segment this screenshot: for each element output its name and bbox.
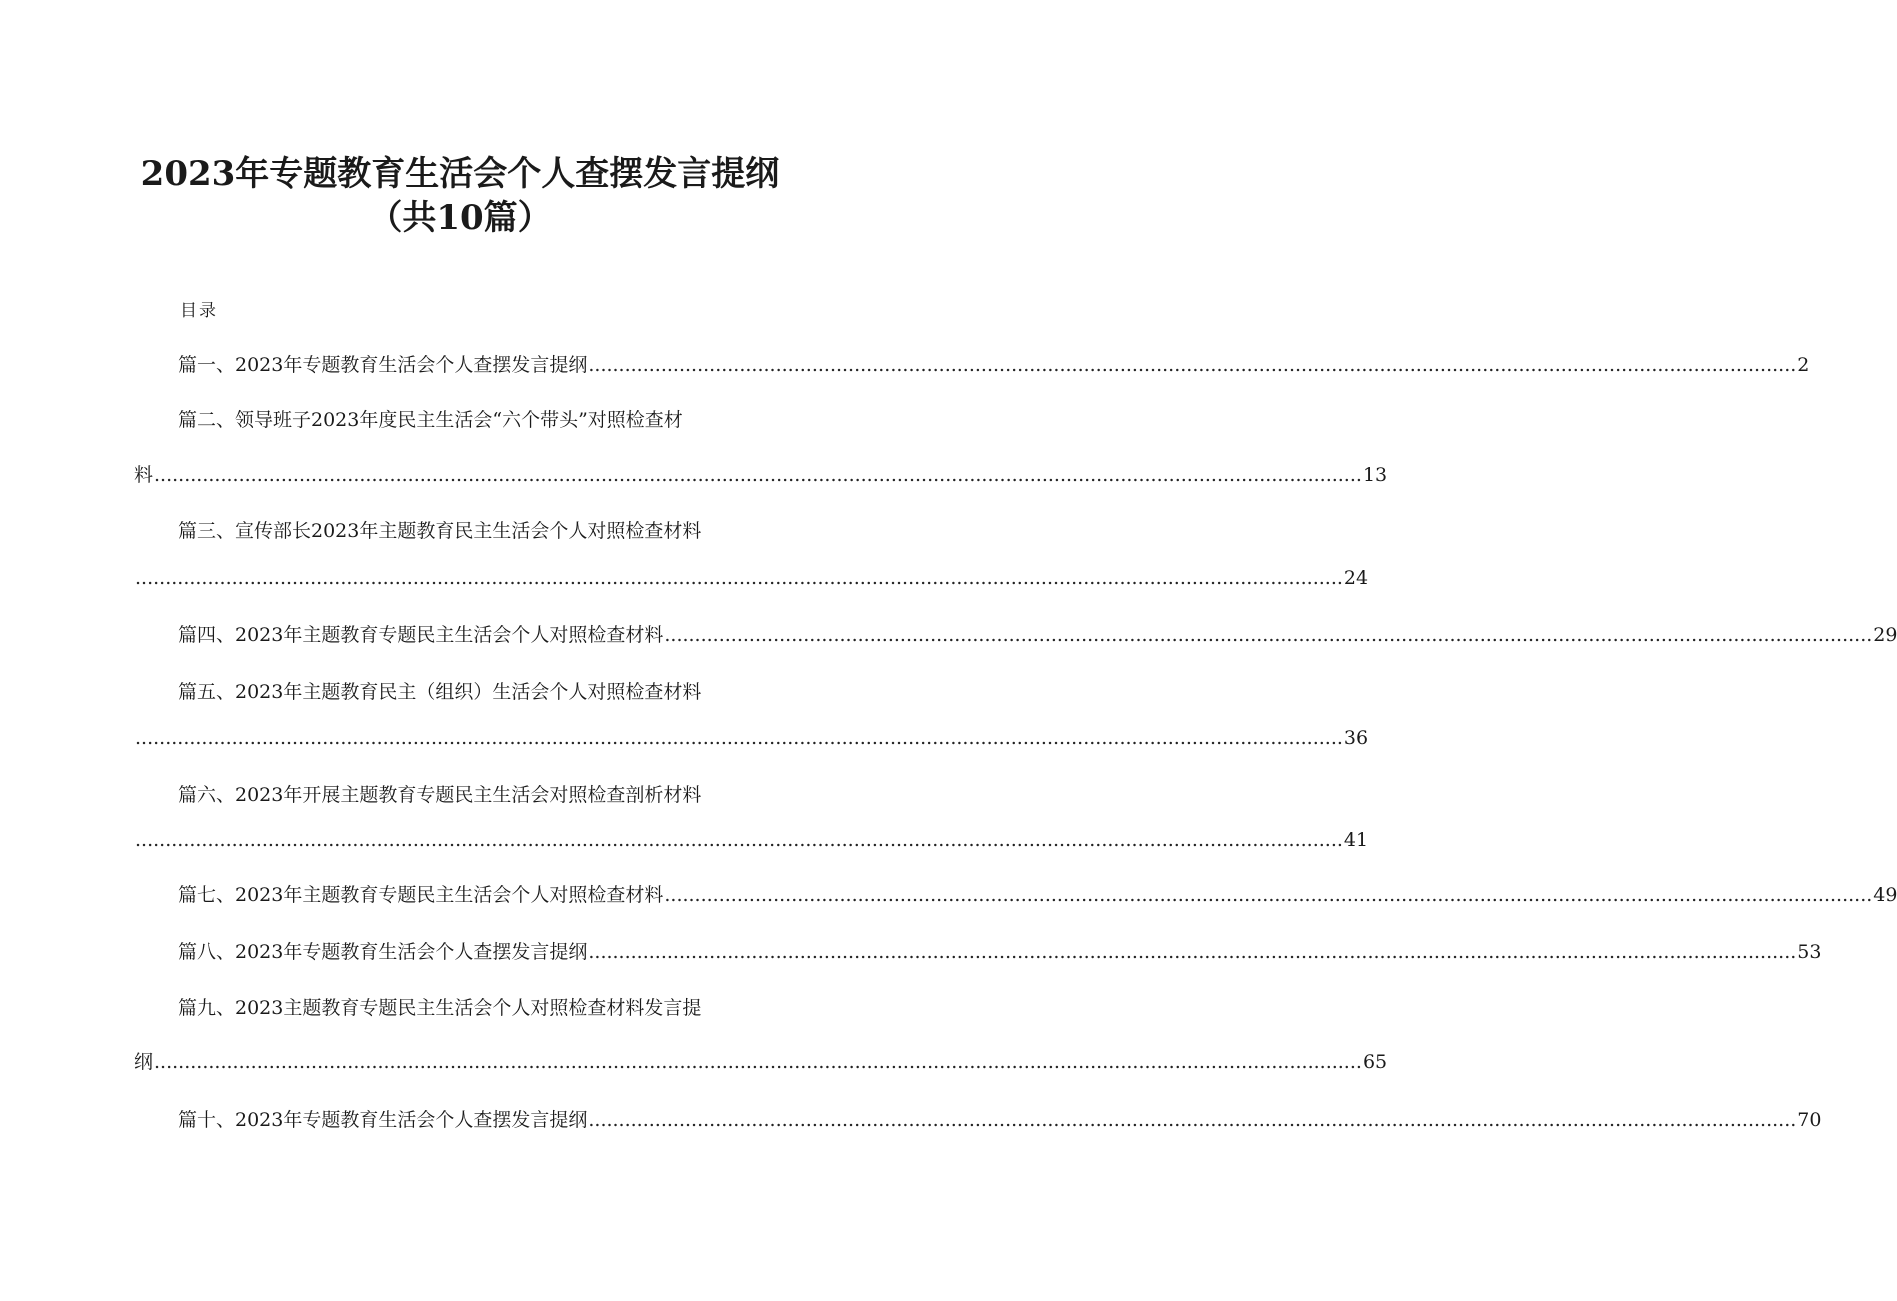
toc-page-number: 36	[1343, 727, 1369, 749]
toc-leader-dots: ........................................................................................................................................................................................................	[135, 727, 1343, 749]
toc-leader-dots: ........................................................................................................................................................................................................	[135, 829, 1343, 851]
toc-leader-dots: ........................................................................................................................................................................................................	[588, 354, 1797, 376]
toc-heading: 目录	[180, 301, 218, 321]
toc-leader-dots: ........................................................................................................................................................................................................	[588, 1109, 1797, 1131]
toc-entry-9[interactable]	[134, 1047, 1388, 1073]
toc-entry-3[interactable]	[134, 567, 1369, 593]
toc-page-number: 13	[1362, 464, 1388, 486]
toc-leader-dots: ........................................................................................................................................................................................................	[135, 567, 1343, 589]
toc-entry-2[interactable]	[134, 460, 1388, 486]
toc-entry-text: 料	[134, 464, 154, 486]
toc-entry-3-line1[interactable]: 篇三、宣传部长2023年主题教育民主生活会个人对照检查材料	[178, 520, 702, 542]
toc-page-number: 2	[1797, 354, 1810, 376]
toc-entry-2-line1[interactable]: 篇二、领导班子2023年度民主生活会“六个带头”对照检查材	[178, 409, 683, 431]
toc-entry-text: 篇七、2023年主题教育专题民主生活会个人对照检查材料	[178, 884, 664, 906]
toc-page-number: 70	[1797, 1109, 1822, 1131]
document-subtitle: （共10篇）	[368, 198, 552, 238]
toc-leader-dots: ........................................................................................................................................................................................................	[588, 941, 1797, 963]
toc-leader-dots: ........................................................................................................................................................................................................	[154, 464, 1362, 486]
toc-leader-dots: ........................................................................................................................................................................................................	[664, 884, 1873, 906]
toc-page-number: 29	[1873, 624, 1897, 646]
toc-entry-5-line1[interactable]: 篇五、2023年主题教育民主（组织）生活会个人对照检查材料	[178, 681, 702, 703]
toc-leader-dots: ........................................................................................................................................................................................................	[664, 624, 1873, 646]
toc-entry-text: 篇八、2023年专题教育生活会个人查摆发言提纲	[178, 941, 588, 963]
toc-entry-7[interactable]	[178, 880, 1897, 906]
toc-leader-dots: ........................................................................................................................................................................................................	[154, 1051, 1362, 1073]
toc-entry-4[interactable]	[178, 620, 1897, 646]
toc-page-number: 49	[1873, 884, 1897, 906]
toc-page-number: 65	[1362, 1051, 1388, 1073]
toc-entry-6-line1[interactable]: 篇六、2023年开展主题教育专题民主生活会对照检查剖析材料	[178, 784, 702, 806]
toc-entry-9-line1[interactable]: 篇九、2023主题教育专题民主生活会个人对照检查材料发言提	[178, 997, 702, 1019]
toc-entry-text: 篇十、2023年专题教育生活会个人查摆发言提纲	[178, 1109, 588, 1131]
toc-entry-8[interactable]	[178, 937, 1822, 963]
toc-entry-6[interactable]	[134, 829, 1369, 855]
toc-page-number: 53	[1797, 941, 1822, 963]
document-title: 2023年专题教育生活会个人查摆发言提纲	[140, 154, 780, 194]
toc-page-number: 24	[1343, 567, 1369, 589]
toc-entry-text: 篇四、2023年主题教育专题民主生活会个人对照检查材料	[178, 624, 664, 646]
toc-entry-10[interactable]	[178, 1105, 1822, 1131]
toc-entry-5[interactable]	[134, 727, 1369, 753]
toc-entry-text: 纲	[134, 1051, 154, 1073]
toc-page-number: 41	[1343, 829, 1369, 851]
toc-entry-1[interactable]	[178, 350, 1810, 376]
toc-entry-text: 篇一、2023年专题教育生活会个人查摆发言提纲	[178, 354, 588, 376]
